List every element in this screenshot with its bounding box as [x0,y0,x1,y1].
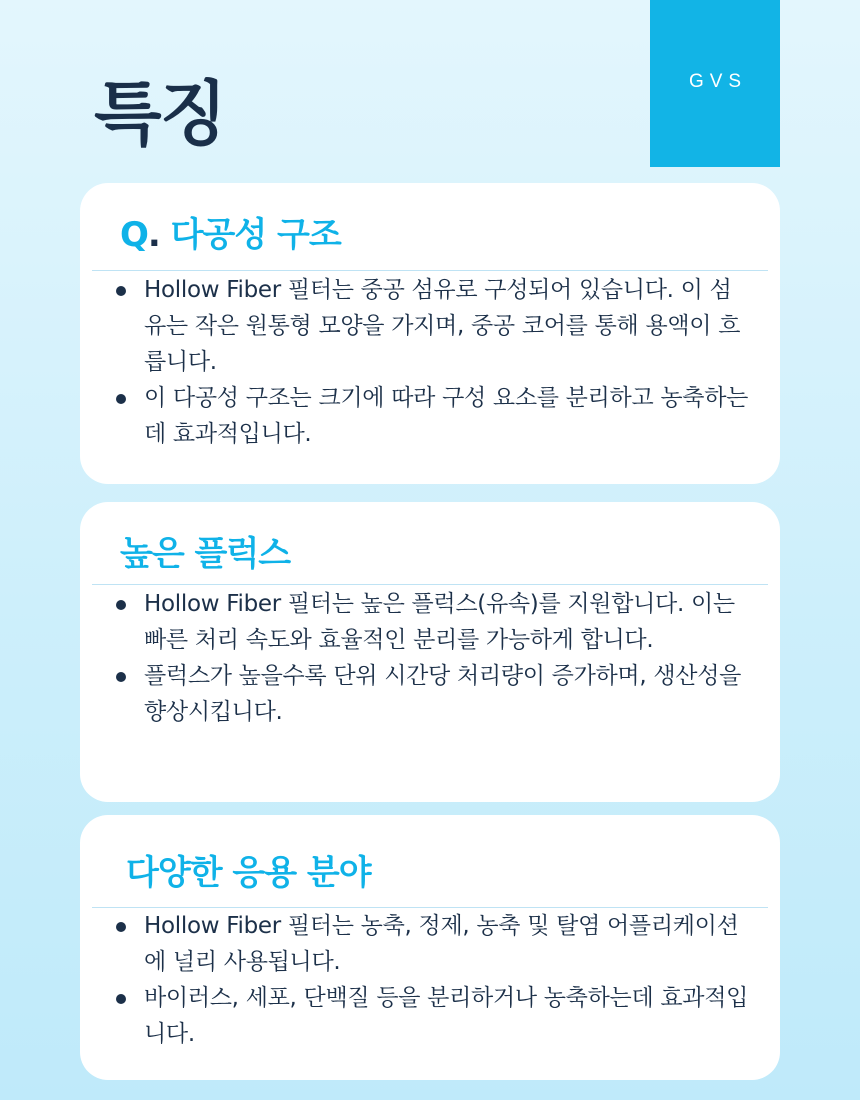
card-title-text: 다공성 구조 [170,215,341,255]
bullet-text: 이 다공성 구조는 크기에 따라 구성 요소를 분리하고 농축하는 데 효과적입니다. [144,385,749,447]
brand-banner [650,0,780,167]
bullet-text: Hollow Fiber 필터는 농축, 정제, 농축 및 탈염 어플리케이션에 널리 사용됩니다. [144,913,739,975]
card-divider [92,584,768,585]
bullet-text: Hollow Fiber 필터는 높은 플럭스(유속)를 지원합니다. 이는 빠른 처리 속도와 효율적인 분리를 가능하게 합니다. [144,591,735,653]
bullet-icon [116,922,126,932]
list-item [116,908,750,980]
card-title [120,211,341,259]
bullet-icon [116,394,126,404]
brand-logo-text: GVS [688,70,748,92]
card-title: 다양한 응용 분야 [126,853,371,893]
bullet-icon [116,286,126,296]
list-item [116,980,750,1052]
bullet-icon [116,600,126,610]
bullet-text: 바이러스, 세포, 단백질 등을 분리하거나 농축하는데 효과적입니다. [144,985,749,1047]
feature-card-porous-structure [80,183,780,484]
bullet-icon [116,672,126,682]
feature-card-applications [80,815,780,1080]
feature-card-high-flux [80,502,780,802]
card-divider [92,270,768,271]
question-prefix-dot: . [147,215,160,255]
list-item [116,586,750,658]
question-prefix: Q [120,215,148,255]
bullet-list [116,272,750,452]
card-title: 높은 플럭스 [120,534,291,574]
list-item [116,380,750,452]
bullet-list [116,586,750,730]
list-item [116,272,750,380]
bullet-text: 플럭스가 높을수록 단위 시간당 처리량이 증가하며, 생산성을 향상시킵니다. [144,663,742,725]
list-item [116,658,750,730]
page-title: 특징 [94,73,226,155]
bullet-list [116,908,750,1052]
bullet-text: Hollow Fiber 필터는 중공 섬유로 구성되어 있습니다. 이 섬유는 작은 원통형 모양을 가지며, 중공 코어를 통해 용액이 흐릅니다. [144,277,741,375]
bullet-icon [116,994,126,1004]
